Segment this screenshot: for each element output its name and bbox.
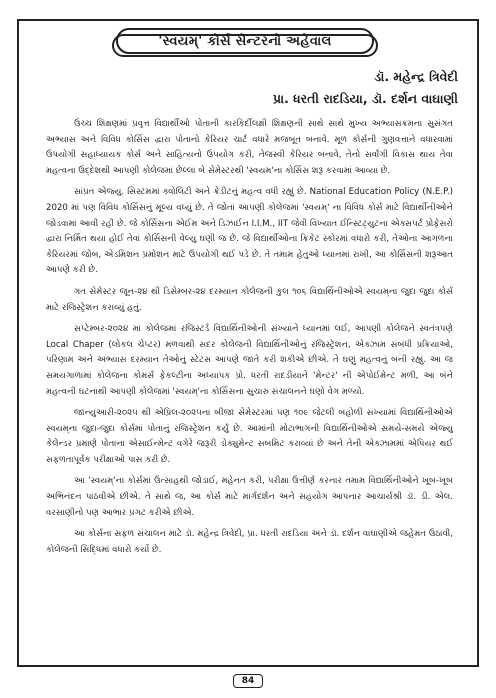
report-title: [116, 28, 374, 54]
author-byline-secondary: પ્રા. ધરતી રાદડિયા, ડૉ. દર્શન વાઘાણી: [272, 91, 458, 106]
paragraph-acknowledgement: આ કોર્સના સફળ સંચાલન માટે ડૉ. મહેન્દ્ર ત્રિવેદી, પ્રા. ધરતી રાદડિયા અને ડૉ. દર્શન વાઘાણીએ જહેમત ઉઠાવી, કોલેજની સિદ્ધિમાં વધારો કર્યો છે.: [46, 529, 453, 555]
paragraph-intro: ઉચ્ચ શિક્ષણમાં પ્રવૃત્ત વિદ્યાર્થીઓ પોતાની કારકિર્દીલક્ષી શિક્ષણની સાથે સાથે મુખ્ય અભ્યાસક્રમના સુસંગત અભ્યાસ અને વિવિધ કોર્સિસ દ્વારા પોતાનો કેરિયર ચાર્ટ વધારે મજબૂત બનાવે. મૂળ કોર્સની ગુણવત્તાને વધારવામાં ઉપયોગી સહાધ્યાયક કોર્સ અને સાહિત્યનો ઉપયોગ કરી, તેજસ્વી કેરિયર બનાવે, તેનો સર્વાંગી વિકાસ થાય તેવા મહત્વના ઉદ્દેશથી આપણી કોલેજમાં છેલ્લાં બે સેમેસ્ટરથી 'સ્વયમ'ના કોર્સિસ શરૂ કરવામાં આવ્યા છે.: [46, 119, 453, 176]
page-number: 84: [233, 674, 263, 688]
paragraph-congratulations: આ 'સ્વયમ્'ના કોર્સમાં ઉત્સાહથી જોડાઈ, મહેનત કરી, પરીક્ષા ઉત્તીર્ણ કરનાર તમામ વિદ્યાર્થિનીઓને ખૂબ-ખૂબ અભિનંદન પાઠવીએ છીએ. તે સાથે જ, આ કોર્સ માટે માર્ગદર્શન અને સહયોગ આપનાર આચાર્યશ્રી ડૉ. ડી. એલ. વરસાણીનો પણ આભાર પ્રગટ કરીએ છીએ.: [46, 476, 453, 518]
author-byline-primary: ડૉ. મહેન્દ્ર ત્રિવેદી: [374, 69, 458, 84]
report-title-text: 'સ્વયમ્' કોર્સ સેન્ટરનો અહેવાલ: [158, 33, 332, 49]
paragraph-local-chapter: સપ્ટેમ્બર-૨૦૨૪ માં કોલેજમાં રજિસ્ટર્ડ વિદ્યાર્થિનીઓની સંખ્યાને ધ્યાનમાં લઈ, આપણી કોલેજને સ્વતંત્રપણે Local Chaper (લોકલ ચેપ્ટર) મળવાથી સદર કોલેજની વિદ્યાર્થિનીઓનું રજિસ્ટ્રેશન, એક્ઝામ સંબંધી પ્રક્રિયાઓ, પરિણામ અને અભ્યાસ દરમ્યાન તેઓનું સ્ટેટસ આપણે જાતે કરી શકીએ છીએ. તે ઘણું મહત્વનું બની રહ્યું. આ જ સમયગાળામાં કોલેજના કોમર્સ ફેકલ્ટીના અધ્યાપક પ્રો. ધરતી રાદડીયાને 'મેન્ટર' ની એપોઈમેન્ટ મળી, આ બંને મહત્વની ઘટનાથી આપણી કોલેજમાં 'સ્વયમ્'ના કોર્સિસના સુચારુ સંચાલનને ઘણો વેગ મળ્યો.: [46, 324, 453, 397]
paragraph-first-semester: ગત સેમેસ્ટર જૂન-૨૪ થી ડિસેમ્બર-૨૪ દરમ્યાન કોલેજની કુલ ૧૦૬ વિદ્યાર્થિનીઓએ સ્વયમ્‌ના જુદા જુદા કોર્સ માટે રજિસ્ટ્રેશન કરાવ્યું હતું.: [46, 286, 453, 313]
paragraph-second-semester: જાન્યુઆરી-૨૦૨૫ થી એપ્રિલ-૨૦૨૫ના બીજા સેમેસ્ટરમાં પણ ૧૦૯ જેટલી બહોળી સંખ્યામાં વિદ્યાર્થિનીઓએ સ્વયમ્‌ના જુદા-જુદા કોર્સમાં પોતાનું રજિસ્ટ્રેશન કર્યું છે. આમાંની મોટાભાગની વિદ્યાર્થિનીઓએ સમયે-સમયે એજ્યુ કેલેન્ડર પ્રમાણે પોતાના એસાઈન્મેન્ટ વગેરે જરૂરી ડોક્યુમેન્ટ સબમિટ કરાવ્યાં છે અને તેની એક્ઝામમાં એપિયર થઈ સફળતાપૂર્વક પરીક્ષાઓ પાસ કરી છે.: [46, 408, 453, 465]
article-body: [46, 117, 453, 564]
paragraph-nep: સાંપ્રત એજ્યુ. સિસ્ટમમાં ક્વોલિટી અને ક્રેડીટનું મહત્વ વધી રહ્યું છે. National Education Policy (N.E.P.) 2020 માં પણ વિવિધ કોર્સિસનું મૂલ્ય વધ્યું છે. તે જોતાં આપણી કોલેજમાં 'સ્વયમ્' ના વિવિધ કોર્સ માટે વિદ્યાર્થીનીઓને જોડવામાં આવી રહી છે. જે કોર્સિસના એઈમ અને ડિઝાઈન I.I.M., IIT જેવી વિખ્યાત ઈન્સ્ટિટ્યુટના એક્સપર્ટ પ્રોફેસરો દ્વારા નિર્મિત થયા હોઈ તેવાં કોર્સિસની વેલ્યુ ઘણી જ છે. જે વિદ્યાર્થીઓના ક્રિકેટ સ્કોરમાં વધારો કરી, તેઓના આગળના કેરિયરમાં જોબ, એડમિશન પ્રમોશન માટે ઉપયોગી થઈ પડે છે. તે તમામ હેતુઓ ધ્યાનમાં રાખી, આ કોર્સિસની શરૂઆત આપણે કરી છે.: [46, 187, 453, 276]
